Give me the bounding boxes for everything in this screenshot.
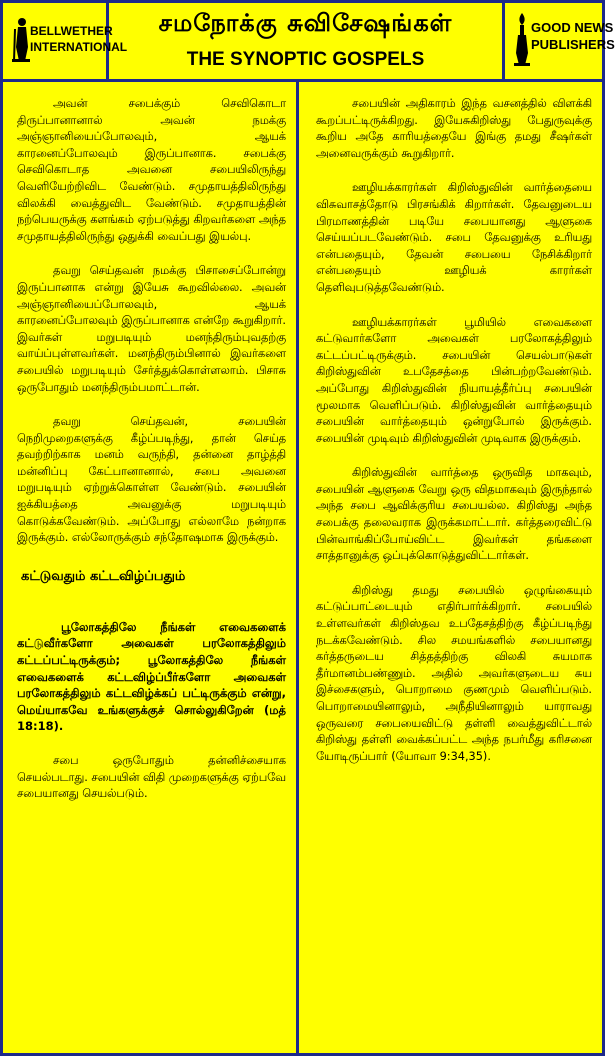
right-paragraph-5: கிறிஸ்து தமது சபையில் ஒழுங்கையும் கட்டுப்பாட்டையும் எதிர்பார்க்கிறார். சபையில் உள்ளவர்கள் கிறிஸ்தவ உபதேசத்திற்கு கீழ்ப்படிந்து நடக்கவேண்டும். சில சமயங்களில் சபையானது கர்த்தருடைய சித்தத்திற்கு விலகி சுயமாக தீர்மானம்பண்ணும். அதில் அவர்களுடைய சுய இச்சைகளும், பொறாமை குணமும் வெளிப்படும். பொறாமையினாலும், அநீதியினாலும் யாராவது ஒருவரை சபையைவிட்டு தள்ளி வைத்துவிட்டால் கிறிஸ்து தள்ளி வைக்கப்பட்ட அந்த நபர்மீது கரிசனை யோடிருப்பார் (யோவா 9:34,35).: [316, 583, 592, 763]
logo-right-line2: PUBLISHERS: [531, 37, 615, 52]
logo-right-line1: GOOD NEWS: [531, 20, 614, 35]
good-news-logo: [502, 3, 615, 79]
header-bar: [3, 3, 615, 82]
title-tamil: சமநோக்கு சுவிசேஷங்கள்: [158, 9, 453, 37]
good-news-logo-text: [531, 19, 615, 53]
right-paragraph-3: ஊழியக்காரர்கள் பூமியில் எவைகளை கட்டுவார்களோ அவைகள் பரலோகத்திலும் கட்டப்பட்டிருக்கும். சபையின் செயல்பாடுகள் கிறிஸ்துவின் உபதேசத்தை பின்பற்றவேண்டும். அப்போது கிறிஸ்துவின் நியாயத்தீர்ப்பு சபையின் மூலமாக வெளிப்படும். கிறிஸ்துவின் வார்த்தையும் சபையின் வார்த்தையும் ஒன்றுபோல் இருக்கும். சபையின் முடிவும் கிறிஸ்துவின் முடிவாக இருக்கும்.: [316, 315, 592, 445]
title-english: THE SYNOPTIC GOSPELS: [186, 49, 425, 70]
logo-left-line2: INTERNATIONAL: [30, 40, 128, 54]
left-paragraph-1: அவன் சபைக்கும் செவிகொடா திருப்பானானால் அவன் நமக்கு அஞ்ஞானியைப்போலவும், ஆயக் காரனைப்போலவும் இருப்பானாக. சபைக்கு செவிகொடாத அவனை சபையிலிருந்து வெளியேற்றிவிட வேண்டும். சமுதாயத்திலிருந்து விலக்கி வைத்துவிட வேண்டும். சமுதாயத்தின் நற்பெயருக்கு களங்கம் ஏற்படுத்து கிறவர்களை அந்த சமுதாயத்திலிருந்து ஒதுக்கி வைப்பது இயல்பு.: [17, 97, 286, 243]
torch-figure-icon: [513, 13, 531, 67]
right-paragraph-4: கிறிஸ்துவின் வார்த்தை ஒருவித மாகவும், சபையின் ஆளுகை வேறு ஒரு விதமாகவும் இருந்தால் அந்த சபை ஆவிக்குரிய சபையல்ல. கிறிஸ்து அந்த சபைக்கு தலைவராக இருக்கமாட்டார். கர்த்தரைவிட்டு பின்வாங்கிப்போய்விட்ட இவர்கள் தங்களை சாத்தானுக்கு ஒப்புக்கொடுத்துவிட்டார்கள்.: [316, 466, 592, 563]
left-column: [3, 82, 299, 1053]
logo-left-line1: BELLWETHER: [30, 24, 113, 38]
right-column: [302, 82, 602, 1053]
title-block: [109, 3, 502, 79]
left-paragraph-3: தவறு செய்தவன், சபையின் நெறிமுறைகளுக்கு கீழ்ப்படிந்து, தான் செய்த தவற்றிற்காக மனம் வருந்தி, தன்னை தாழ்த்தி மன்னிப்பு கேட்பானானால், சபை அவனை மறுபடியும் ஏற்றுக்கொள்ள வேண்டும். சபையின் ஐக்கியத்தை அவனுக்கு மறுபடியும் கொடுக்கவேண்டும். அப்போது எல்லாமே நன்றாக இருக்கும். எல்லோருக்கும் சந்தோஷமாக இருக்கும்.: [17, 415, 286, 545]
right-paragraph-1: சபையின் அதிகாரம் இந்த வசனத்தில் விளக்கி கூறப்பட்டிருக்கிறது. இயேசுகிறிஸ்து பேதுருவுக்கு கூறிய அதே காரியத்தையே இங்கு தமது சீஷர்கள் அனைவருக்கும் கூறுகிறார்.: [316, 97, 592, 160]
scripture-quote: பூலோகத்திலே நீங்கள் எவைகளைக் கட்டுவீர்களோ அவைகள் பரலோகத்திலும் கட்டப்பட்டிருக்கும்; பூலோகத்திலே நீங்கள் எவைகளைக் கட்டவிழ்ப்பீர்களோ அவைகள் பரலோகத்திலும் கட்டவிழ்க்கப் பட்டிருக்கும் என்று, மெய்யாகவே உங்களுக்குச் சொல்லுகிறேன் (மத் 18:18).: [17, 619, 286, 734]
shepherd-figure-icon: [11, 17, 31, 63]
bellwether-logo: [3, 3, 128, 79]
left-paragraph-2: தவறு செய்தவன் நமக்கு பிசாசைப்போன்று இருப்பானாக என்று இயேசு கூறவில்லை. அவன் அஞ்ஞானியைப்போலவும், ஆயக் காரனைப்போலவும் இருப்பானாக என்றே கூறுகிறார். இவர்கள் மறுபடியும் மனந்திரும்புவதற்கு வாய்ப்புள்ளவர்கள். மனந்திரும்பினால் இவர்களை சபையில் மறுபடியும் சேர்த்துக்கொள்ளலாம். பிசாசு ஒருபோதும் மனந்திரும்பமாட்டான்.: [17, 264, 286, 394]
right-paragraph-2: ஊழியக்காரர்கள் கிறிஸ்துவின் வார்த்தையை விசுவாசத்தோடு பிரசங்கிக் கிறார்கள். தேவனுடைய பிரமாணத்தின் படியே சபையானது ஆளுகை செய்யப்படவேண்டும். சபை தேவனுக்கு உரியது என்பதையும், தேவன் சபையை நேசிக்கிறார் என்பதையும் ஊழியக் காரர்கள் தெளிவுபடுத்தவேண்டும்.: [316, 181, 592, 294]
left-paragraph-4: சபை ஒருபோதும் தன்னிச்சையாக செயல்படாது. சபையின் விதி முறைகளுக்கு ஏற்பவே சபையானது செயல்படும்.: [17, 754, 286, 801]
section-title: கட்டுவதும் கட்டவிழ்ப்பதும்: [21, 568, 186, 584]
